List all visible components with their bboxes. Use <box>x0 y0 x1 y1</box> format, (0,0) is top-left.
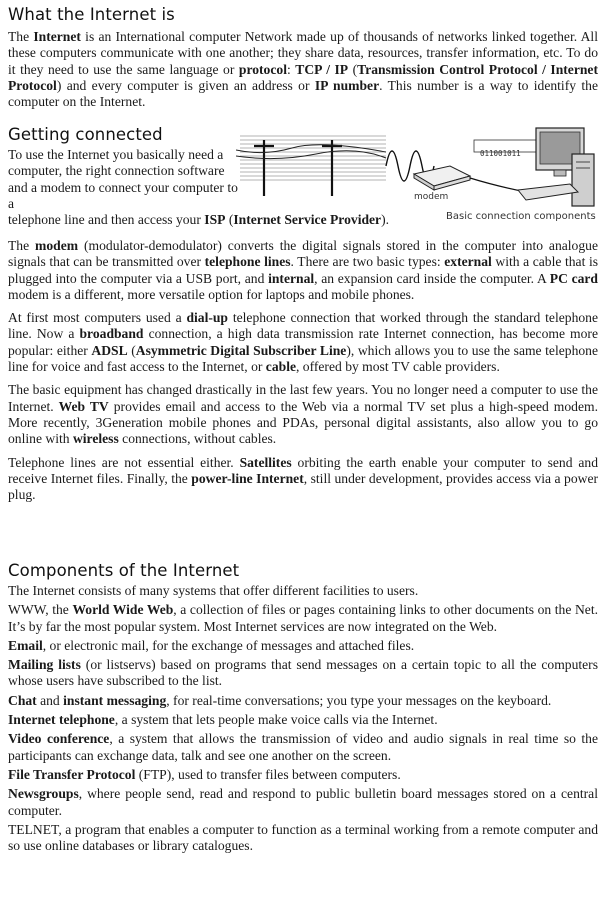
list-item: Email, or electronic mail, for the exchange of messages and attached files. <box>8 637 415 653</box>
paragraph-equipment: The basic equipment has changed drastically in the last few years. You no longer need a computer to use the Internet. Web TV provides email and access to the Web via a normal TV set plus a high-speed modem. More recently, 3Generation mobile phones and PDAs, personal digital assistants, also allow you to go online with wireless connections, without cables. <box>8 382 598 447</box>
section-what-the-internet-is <box>8 5 598 110</box>
list-item: WWW, the World Wide Web, a collection of files or pages containing links to other documents on the Net. It’s by far the most popular system. Most Internet services are now integrated on the Web. <box>8 602 599 634</box>
list-item: TELNET, a program that enables a computer to function as a terminal working from a remote computer and so use online databases or library catalogues. <box>8 821 598 854</box>
list-item: Mailing lists (or listservs) based on programs that send messages on a certain topic to all the computers whose users have subscribed to the list. <box>8 657 598 689</box>
list-item: Video conference, a system that allows the transmission of video and audio signals in real time so the participants can exchange data, talk and see one another on the screen. <box>8 731 598 763</box>
figure-caption: Basic connection components <box>446 211 596 222</box>
binary-label: 011001011 <box>480 149 521 158</box>
section-intro: The Internet consists of many systems that offer different facilities to users. <box>8 583 419 598</box>
intro-text <box>8 147 238 212</box>
paragraph-modem: The modem (modulator-demodulator) converts the digital signals stored in the computer into analogue signals that can be transmitted over telephone lines. There are two basic types: external with a cable that is plugged into the computer via a USB port, and internal, an expansion card inside the computer. A PC card modem is a different, more versatile option for laptops and mobile phones. <box>8 238 599 302</box>
list-item: File Transfer Protocol (FTP), used to transfer files between computers. <box>8 766 401 782</box>
list-item: Internet telephone, a system that lets people make voice calls via the Internet. <box>8 712 438 728</box>
section-title: Components of the Internet <box>8 561 240 580</box>
section-components-of-the-internet <box>8 561 598 857</box>
modem-label: modem <box>414 192 449 202</box>
paragraph-satellites: Telephone lines are not essential either. Satellites orbiting the earth enable your computer to send and receive Internet files. Finally, the power-line Internet, still under development, provides access via a power plug. <box>8 454 598 503</box>
section-getting-connected <box>8 125 598 228</box>
section-title: What the Internet is <box>8 5 175 24</box>
intro-text-continued: telephone line and then access your ISP (Internet Service Provider). <box>8 212 390 228</box>
list-item: Chat and instant messaging, for real-time conversations; you type your messages on the keyboard. <box>8 692 552 708</box>
paragraph: The Internet is an International computer Network made up of thousands of networks linked together. All these computers communicate with one another; they share data, resources, transfer information, etc. To do it they need to use the same language or protocol: TCP / IP (Transmission Control Protocol / Internet Protocol) and every computer is given an address or IP number. This number is a way to identify the computer on the Internet. <box>8 29 598 110</box>
computer-tower-icon <box>572 154 594 206</box>
paragraph-dialup: At first most computers used a dial-up telephone connection that worked through the standard telephone line. Now a broadband connection, a high data transmission rate Internet connection, has become more popular: either ADSL (Asymmetric Digital Subscriber Line), which allows you to use the same telephone line for voice and fast access to the Internet, or cable, offered by most TV cable providers. <box>8 310 598 375</box>
connection-components-illustration <box>236 126 596 222</box>
list-item: Newsgroups, where people send, read and respond to public bulletin board messages stored on a central computer. <box>8 786 598 818</box>
paragraph: To use the Internet you basically need a computer, the right connection software and a modem to connect your computer to a <box>8 147 238 211</box>
getting-connected-paragraphs <box>8 238 598 510</box>
section-title: Getting connected <box>8 125 163 144</box>
keyboard-icon <box>518 184 578 200</box>
